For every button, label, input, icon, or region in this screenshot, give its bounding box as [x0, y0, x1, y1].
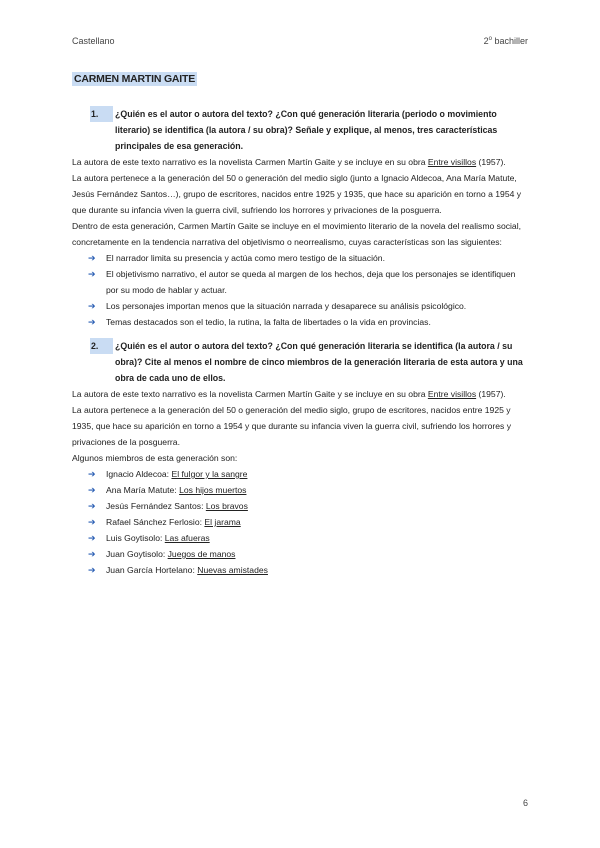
arrow-right-icon: ➔: [88, 485, 96, 495]
list-item: ➔ Luis Goytisolo: Las afueras: [72, 530, 530, 546]
list-item: ➔ El objetivismo narrativo, el autor se queda al margen de los hechos, deja que los personajes se identifiquen por su modo de hablar y actuar.: [72, 266, 530, 298]
page-number: 6: [522, 798, 528, 808]
work-title: El fulgor y la sangre: [171, 469, 248, 479]
question-2-number: 2.: [90, 338, 113, 354]
answer-1-paragraph-2: La autora pertenece a la generación del 50 o generación del medio siglo (junto a Ignacio Aldecoa, Ana María Matute, Jesús Fernández Santos…), grupo de escritores, nacidos entre 1925 y 1935, que hace su aparición en torno a 1954 y que durante su infancia viven la guerra civil, sufriendo los horrores y privaciones de la posguerra.: [72, 173, 522, 215]
answer-2-paragraph-3: Algunos miembros de esta generación son:: [72, 453, 238, 463]
work-title: El jarama: [204, 517, 241, 527]
list-item: ➔ Jesús Fernández Santos: Los bravos: [72, 498, 530, 514]
list-item: ➔ Juan Goytisolo: Juegos de manos: [72, 546, 530, 562]
arrow-right-icon: ➔: [88, 301, 96, 311]
list-item: ➔ Juan García Hortelano: Nuevas amistades: [72, 562, 530, 578]
arrow-right-icon: ➔: [88, 517, 96, 527]
list-item: ➔ Ignacio Aldecoa: El fulgor y la sangre: [72, 466, 530, 482]
question-1-text: ¿Quién es el autor o autora del texto? ¿Con qué generación literaria (periodo o movimiento literario) se identifica (la autora / su obra)? Señale y explique, al menos, tres características principales de esa generación.: [115, 109, 498, 151]
arrow-right-icon: ➔: [88, 549, 96, 559]
list-item: ➔ Ana María Matute: Los hijos muertos: [72, 482, 530, 498]
question-2: [90, 338, 530, 386]
header-course: 2$^o$ bachiller: [483, 36, 528, 46]
work-title: Entre visillos: [427, 389, 477, 399]
arrow-right-icon: ➔: [88, 501, 96, 511]
list-item: ➔ Temas destacados son el tedio, la rutina, la falta de libertades o la vida en provincias.: [72, 314, 530, 330]
question-1: [90, 106, 530, 154]
arrow-right-icon: ➔: [88, 533, 96, 543]
arrow-right-icon: ➔: [88, 317, 96, 327]
question-2-text: ¿Quién es el autor o autora del texto? ¿Con qué generación literaria se identifica (la autora / su obra)? Cite al menos el nombre de cinco miembros de la generación literaria de esta autora y una obra de cada uno de ellos.: [115, 341, 523, 383]
document-title: CARMEN MARTIN GAITE: [74, 73, 196, 85]
work-title: Los hijos muertos: [179, 485, 247, 495]
header-subject: Castellano: [72, 36, 115, 46]
question-1-number: 1.: [90, 106, 113, 122]
list-item: ➔ El narrador limita su presencia y actúa como mero testigo de la situación.: [72, 250, 530, 266]
list-item: ➔ Rafael Sánchez Ferlosio: El jarama: [72, 514, 530, 530]
characteristics-list: [72, 250, 530, 330]
answer-1-paragraph-1: La autora de este texto narrativo es la novelista Carmen Martín Gaite y se incluye en su obra Entre visillos (1957).: [72, 157, 506, 167]
answer-2-paragraph-1: La autora de este texto narrativo es la novelista Carmen Martín Gaite y se incluye en su obra Entre visillos (1957).: [72, 389, 506, 399]
work-title: Entre visillos: [427, 157, 477, 167]
work-title: Los bravos: [205, 501, 248, 511]
document-body: [72, 106, 530, 578]
members-list: [72, 466, 530, 578]
arrow-right-icon: ➔: [88, 565, 96, 575]
answer-2-paragraph-2: La autora pertenece a la generación del 50 o generación del medio siglo, grupo de escritores, nacidos entre 1925 y 1935, que hace su aparición en torno a 1954 y que durante su infancia viven la guerra civil, sufriendo los horrores y privaciones de la posguerra.: [72, 405, 512, 447]
list-item: ➔ Los personajes importan menos que la situación narrada y desaparece su análisis psicológico.: [72, 298, 530, 314]
answer-1-paragraph-3: Dentro de esta generación, Carmen Martín Gaite se incluye en el movimiento literario de la novela del realismo social, concretamente en la tendencia narrativa del objetivismo o neorrealismo, cuyas características son las siguientes:: [72, 221, 522, 247]
work-title: Las afueras: [164, 533, 210, 543]
arrow-right-icon: ➔: [88, 469, 96, 479]
work-title: Juegos de manos: [167, 549, 236, 559]
arrow-right-icon: ➔: [88, 253, 96, 263]
arrow-right-icon: ➔: [88, 269, 96, 279]
work-title: Nuevas amistades: [197, 565, 268, 575]
